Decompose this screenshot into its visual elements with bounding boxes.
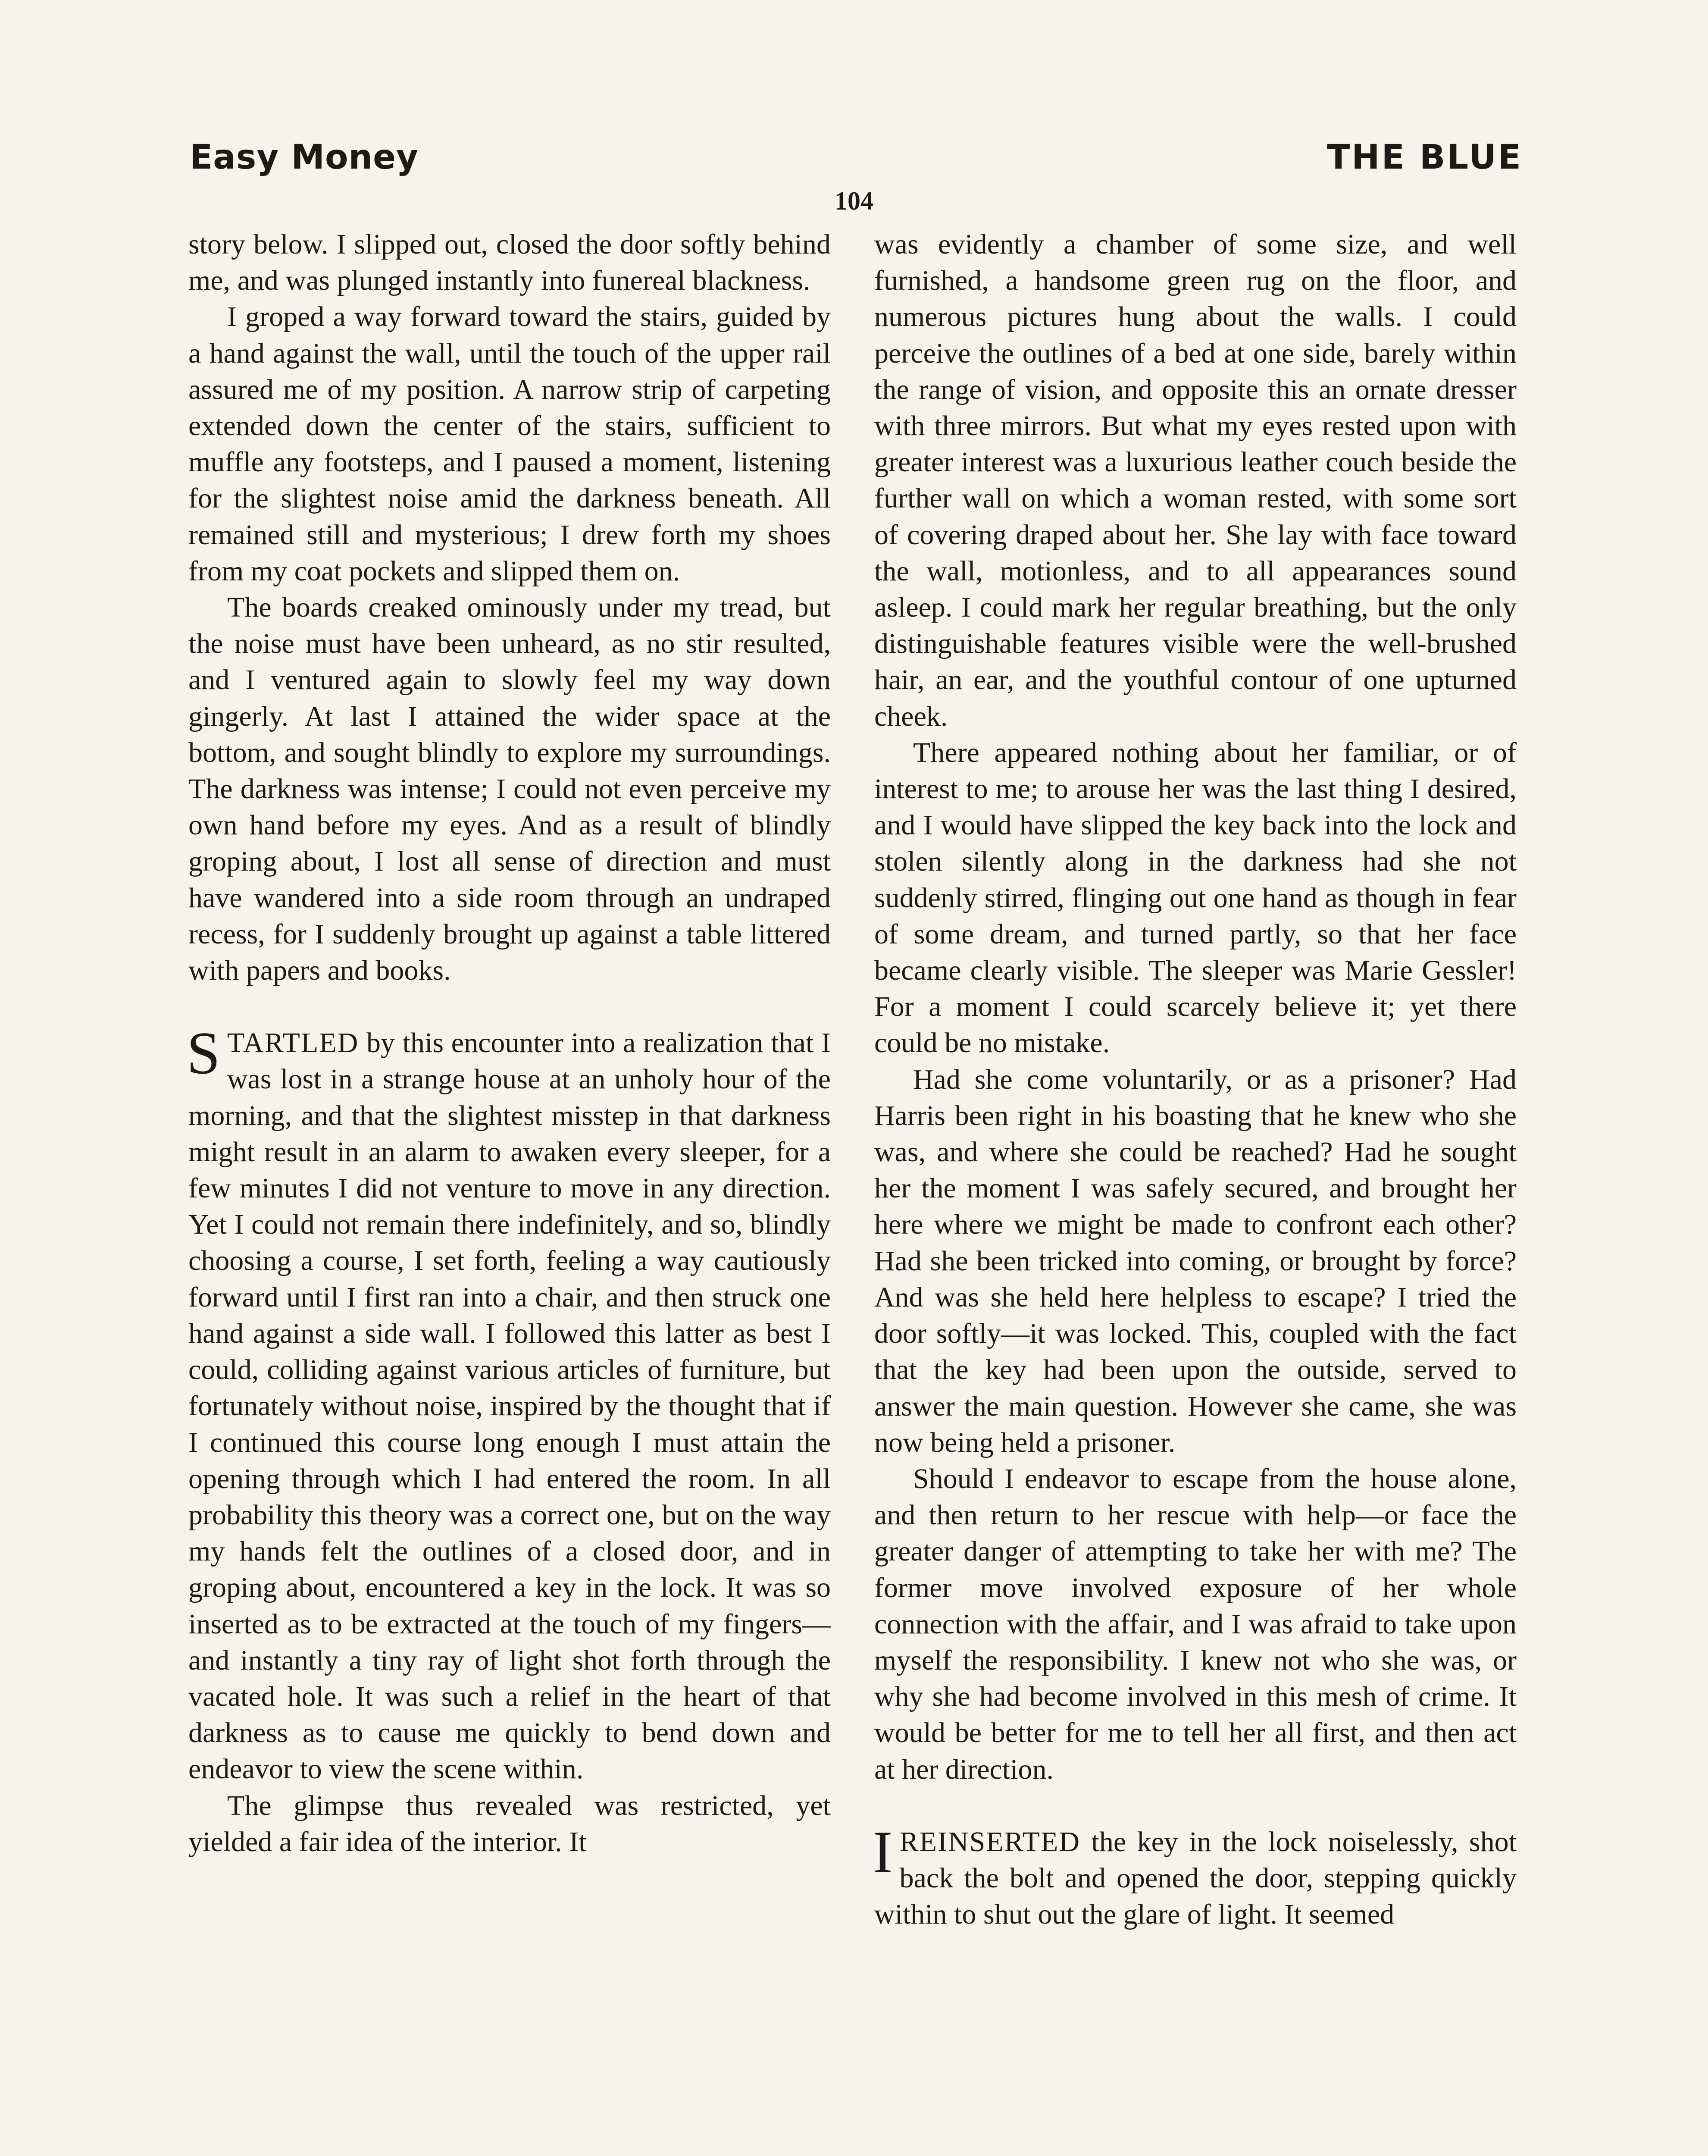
running-head	[190, 138, 1523, 177]
page-number: 104	[835, 187, 873, 215]
right-column	[874, 226, 1517, 1933]
paragraph: The glimpse thus revealed was restricted, yet yielded a fair idea of the interior. It	[188, 1789, 831, 1858]
left-column	[188, 226, 831, 1860]
story-title: Easy Money	[190, 138, 419, 177]
paragraph: story below. I slipped out, closed the door softly behind me, and was plunged instantly into funereal blackness.	[188, 229, 831, 297]
paragraph: I groped a way forward toward the stairs, guided by a hand against the wall, until the touch of the upper rail assured me of my position. A narrow strip of carpeting extended down the center of the stairs, sufficient to muffle any footsteps, and I paused a moment, listening for the slightest noise amid the darkness beneath. All remained still and mysterious; I drew forth my shoes from my coat pockets and slipped them on.	[188, 301, 831, 587]
paragraph: The boards creaked ominously under my tread, but the noise must have been unheard, as no stir resulted, and I ventured again to slowly feel my way down gingerly. At last I attained the wider space at the bottom, and sought blindly to explore my surroundings. The darkness was intense; I could not even perceive my own hand before my eyes. And as a result of blindly groping about, I lost all sense of direction and must have wandered into a side room through an undraped recess, for I suddenly brought up against a table littered with papers and books.	[188, 592, 831, 987]
paragraph: Should I endeavor to escape from the house alone, and then return to her rescue with help—or face the greater danger of attempting to take her with me? The former move involved exposure of her whole connection with the affair, and I was afraid to take upon myself the responsibility. I knew not who she was, or why she had become involved in this mesh of crime. It would be better for me to tell her all first, and then act at her direction.	[874, 1463, 1517, 1785]
magazine-title: THE BLUE	[1327, 138, 1523, 177]
paragraph-text: by this encounter into a realization that I was lost in a strange house at an unholy hour of the morning, and that the slightest misstep in that darkness might result in an alarm to awaken every sleeper, for a few minutes I did not venture to move in any direction. Yet I could not remain there indefinitely, and so, blindly choosing a course, I set forth, feeling a way cautiously forward until I first ran into a chair, and then struck one hand against a side wall. I followed this latter as best I could, colliding against various articles of furniture, but fortunately without noise, inspired by the thought that if I continued this course long enough I must attain the opening through which I had entered the room. In all probability this theory was a correct one, but on the way my hands felt the outlines of a closed door, and in groping about, encountered a key in the lock. It was so inserted as to be extracted at the touch of my fingers—and instantly a tiny ray of light shot forth through the vacated hole. It was such a relief in the heart of that darkness as to cause me quickly to bend down and endeavor to view the scene within.	[188, 1027, 831, 1785]
section-paragraph	[187, 1020, 831, 1787]
paragraph: Had she come voluntarily, or as a prisoner? Had Harris been right in his boasting that he knew who she was, and where she could be reached? Had he sought her the moment I was safely secured, and brought her here where we might be made to confront each other? Had she been tricked into coming, or brought by force? And was she held here helpless to escape? I tried the door softly—it was locked. This, coupled with the fact that the key had been upon the outside, served to answer the main question. However she came, she was now being held a prisoner.	[874, 1063, 1517, 1458]
lead-word: TARTLED	[227, 1027, 359, 1059]
paragraph: was evidently a chamber of some size, and well furnished, a handsome green rug on the floor, and numerous pictures hung about the walls. I could perceive the outlines of a bed at one side, barely within the range of vision, and opposite this an ornate dresser with three mirrors. But what my eyes rested upon with greater interest was a luxurious leather couch beside the further wall on which a woman rested, with some sort of covering draped about her. She lay with face toward the wall, motionless, and to all appearances sound asleep. I could mark her regular breathing, but the only distinguishable features visible were the well-brushed hair, an ear, and the youthful contour of one upturned cheek.	[874, 229, 1517, 732]
drop-cap: S	[187, 1020, 220, 1087]
paragraph-text: the key in the lock noiselessly, shot back the bolt and opened the door, stepping quickly within to shut out the glare of light. It seemed	[874, 1826, 1517, 1930]
paragraph: There appeared nothing about her familiar, or of interest to me; to arouse her was the last thing I desired, and I would have slipped the key back into the lock and stolen silently along in the darkness had she not suddenly stirred, flinging out one hand as though in fear of some dream, and turned partly, so that her face became clearly visible. The sleeper was Marie Gessler! For a moment I could scarcely believe it; yet there could be no mistake.	[874, 736, 1517, 1059]
drop-cap: I	[873, 1818, 893, 1886]
section-paragraph	[873, 1818, 1517, 1933]
lead-word: REINSERTED	[899, 1826, 1080, 1858]
